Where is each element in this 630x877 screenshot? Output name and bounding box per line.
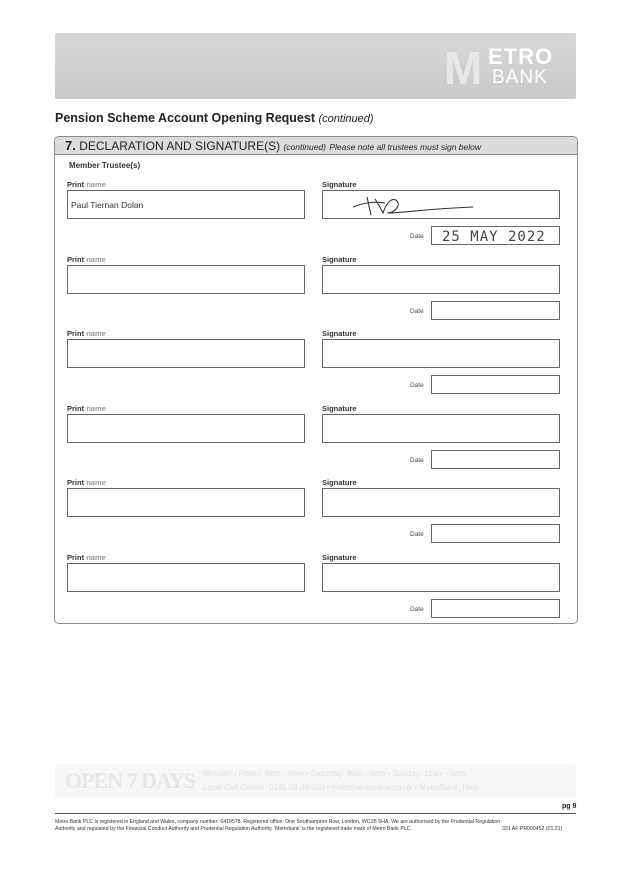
date-label: Date	[410, 456, 424, 464]
date-label: Date	[410, 605, 424, 613]
page-title-text: Pension Scheme Account Opening Request	[55, 111, 315, 125]
print-label-word: Print	[67, 254, 85, 264]
print-label-word: Print	[67, 478, 85, 487]
signature-label: Signature	[322, 180, 357, 189]
legal-line-1: Metro Bank PLC is registered in England and Wales, company number: 6419578. Registered office: One Southampton Row, London, WC1B 5HA. We are authorised by the Prudential Regulation	[55, 819, 501, 825]
print-label-word: Print	[67, 329, 85, 338]
logo-word-metro: ETRO	[488, 44, 554, 69]
name-label-word: name	[86, 552, 106, 562]
opening-hours: Monday - Friday: 8am - 8pm • Saturday: 8am - 6pm • Sunday: 11am - 5pm	[203, 769, 467, 778]
signature-field[interactable]	[322, 190, 560, 219]
print-name-field[interactable]	[67, 488, 305, 517]
print-name-label	[67, 478, 106, 487]
print-name-label	[67, 180, 106, 189]
page-title-suffix: (continued)	[318, 113, 374, 125]
section-note: Please note all trustees must sign below	[329, 142, 481, 152]
footer-divider	[55, 813, 576, 814]
signature-field[interactable]	[322, 339, 560, 368]
print-label-word: Print	[67, 552, 85, 562]
legal-line-2: Authority and regulated by the Financial Conduct Authority and Prudential Regulation Authority. 'Metrobank' is the registered trade mark of Metro Bank PLC.	[55, 826, 412, 832]
form-reference: 331 AF PR000452 (01.21)	[502, 826, 563, 832]
date-field[interactable]	[431, 226, 560, 245]
date-field[interactable]	[431, 599, 560, 618]
print-name-label	[67, 255, 106, 264]
date-value: 25 MAY 2022	[442, 229, 546, 245]
print-name-field[interactable]	[67, 190, 305, 219]
print-name-field[interactable]	[67, 414, 305, 443]
date-label: Date	[410, 382, 424, 389]
signature-field[interactable]	[322, 414, 560, 443]
page-title	[55, 111, 374, 125]
section-title-suffix: (continued)	[283, 142, 326, 152]
handwritten-signature	[323, 191, 559, 218]
signature-field[interactable]	[322, 488, 560, 517]
name-label-word: name	[86, 254, 106, 264]
declaration-section	[54, 136, 578, 624]
date-field[interactable]	[431, 375, 560, 394]
name-label-word: name	[86, 180, 106, 189]
page-number: pg 9	[562, 803, 577, 810]
signature-field[interactable]	[322, 265, 560, 294]
signature-label: Signature	[322, 552, 357, 562]
logo-monogram: M	[444, 42, 481, 94]
date-field[interactable]	[431, 450, 560, 469]
signature-label: Signature	[322, 478, 357, 487]
signature-label: Signature	[322, 403, 357, 413]
section-heading	[55, 137, 577, 155]
signature-field[interactable]	[322, 563, 560, 592]
metro-bank-logo	[444, 41, 562, 94]
member-trustees-label: Member Trustee(s)	[69, 161, 141, 170]
date-label: Date	[410, 531, 424, 538]
logo-word-bank: BANK	[492, 67, 548, 88]
signature-label: Signature	[322, 329, 357, 338]
name-label-word: name	[86, 403, 106, 413]
print-label-word: Print	[67, 180, 85, 189]
opening-hours-banner	[55, 764, 576, 798]
print-name-field[interactable]	[67, 339, 305, 368]
print-name-field[interactable]	[67, 265, 305, 294]
name-label-word: name	[86, 329, 106, 338]
date-label: Date	[410, 307, 424, 315]
print-name-label	[67, 553, 106, 562]
name-label-word: name	[86, 478, 106, 487]
contact-details: Local Call Centre: 0345 08 08 500 • metrobankonline.co.uk • MetroBank_Help	[203, 783, 479, 792]
print-name-label	[67, 404, 106, 413]
date-label: Date	[410, 233, 424, 240]
print-name-value: Paul Tiernan Dolan	[71, 200, 144, 210]
print-name-field[interactable]	[67, 563, 305, 592]
print-name-label	[67, 329, 106, 338]
signature-label: Signature	[322, 254, 357, 264]
section-number: 7.	[65, 138, 76, 153]
print-label-word: Print	[67, 403, 85, 413]
header-banner	[55, 33, 576, 99]
open-7-days-brand: OPEN 7 DAYS	[65, 768, 195, 793]
date-field[interactable]	[431, 524, 560, 543]
section-title: DECLARATION AND SIGNATURE(S)	[79, 139, 281, 153]
date-field[interactable]	[431, 301, 560, 320]
